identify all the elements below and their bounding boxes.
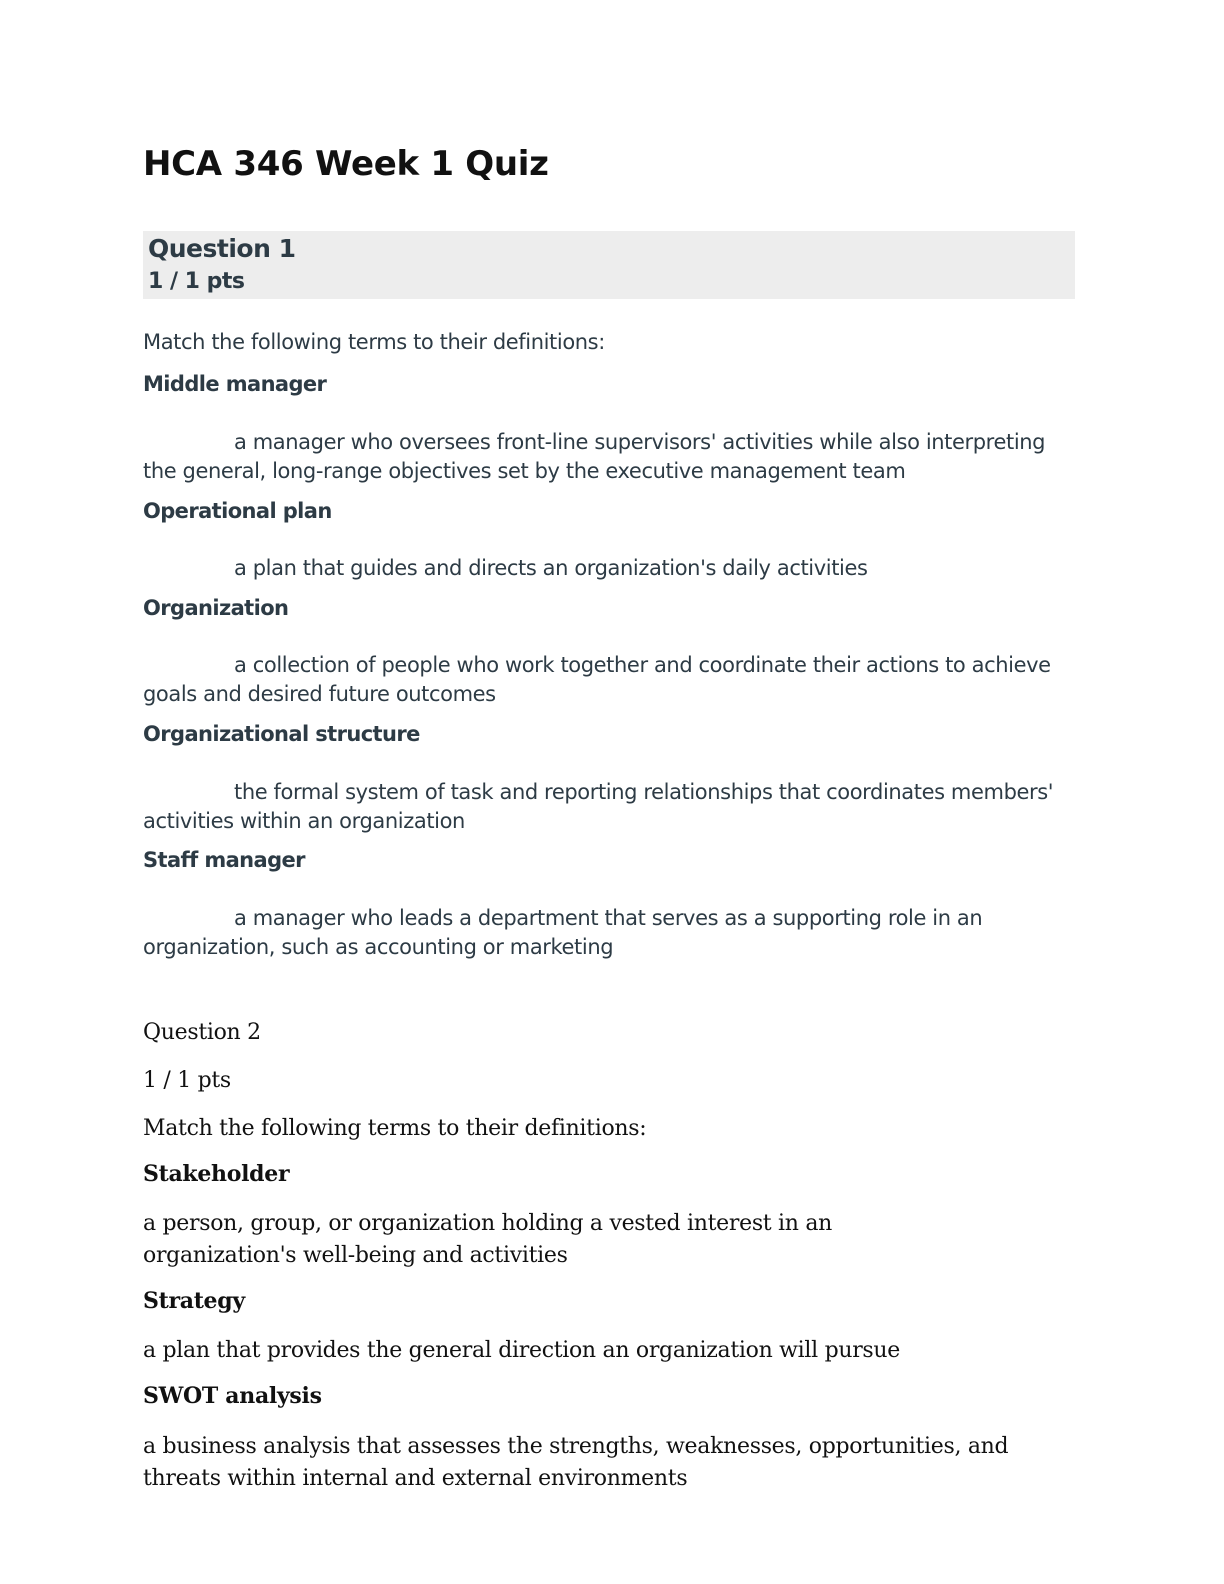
question-1-prompt: Match the following terms to their definitions: — [143, 330, 605, 354]
page-title: HCA 346 Week 1 Quiz — [143, 144, 549, 184]
question-2-points: 1 / 1 pts — [143, 1068, 231, 1093]
question-2-prompt: Match the following terms to their definitions: — [143, 1116, 647, 1141]
question-1-definition-3: a collection of people who work together and coordinate their actions to achieve goals and desired future outcomes — [143, 653, 1051, 706]
question-2-definition-1: a person, group, or organization holding a vested interest in an organization's well-being and activities — [143, 1211, 833, 1268]
question-2-term-1: Stakeholder — [143, 1161, 290, 1187]
question-1-points: 1 / 1 pts — [148, 269, 245, 294]
question-1-definition-4: the formal system of task and reporting relationships that coordinates members' activities within an organization — [143, 780, 1054, 833]
question-1-term-1: Middle manager — [143, 372, 327, 396]
question-1-definition-2: a plan that guides and directs an organization's daily activities — [234, 556, 868, 580]
question-2-definition-3: a business analysis that assesses the strengths, weaknesses, opportunities, and threats within internal and external environments — [143, 1434, 1009, 1491]
question-2-term-3: SWOT analysis — [143, 1383, 322, 1409]
question-2-name: Question 2 — [143, 1020, 261, 1045]
question-1-term-4: Organizational structure — [143, 722, 420, 746]
question-1-term-2: Operational plan — [143, 499, 332, 523]
question-2-definition-2: a plan that provides the general direction an organization will pursue — [143, 1338, 901, 1363]
question-1-term-3: Organization — [143, 596, 289, 620]
question-1-name: Question 1 — [148, 234, 296, 263]
question-1-term-5: Staff manager — [143, 848, 305, 872]
question-1-definition-5: a manager who leads a department that serves as a supporting role in an organization, such as accounting or marketing — [143, 906, 983, 959]
question-1-header — [143, 231, 1075, 299]
question-2-term-2: Strategy — [143, 1288, 245, 1314]
question-1-definition-1: a manager who oversees front-line supervisors' activities while also interpreting the general, long-range objectives set by the executive management team — [143, 430, 1046, 483]
